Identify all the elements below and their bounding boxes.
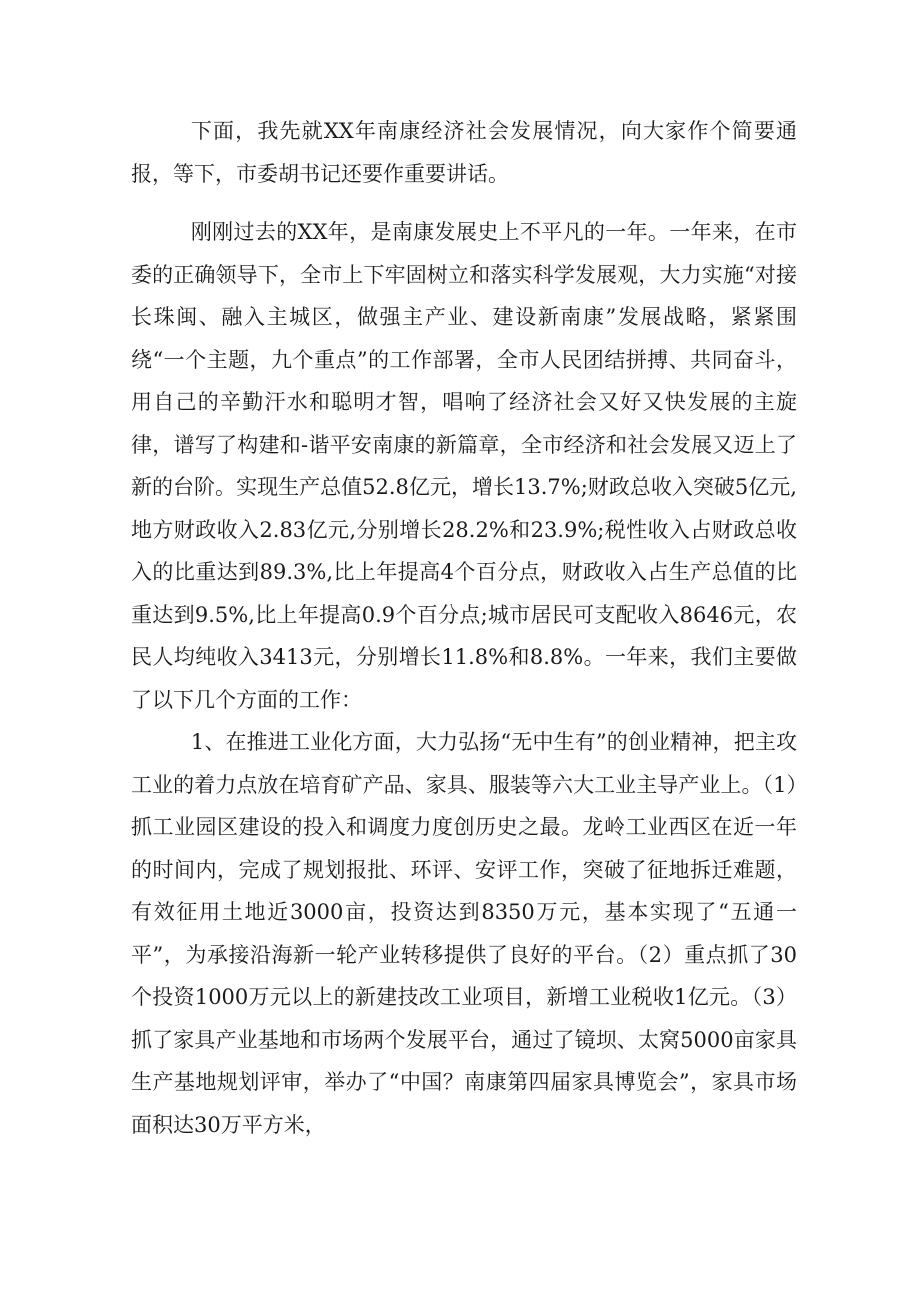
paragraph-industrialization: 1、在推进工业化方面，大力弘扬“无中生有”的创业精神，把主攻工业的着力点放在培育矿产品、家具、服装等六大工业主导产业上。（1）抓工业园区建设的投入和调度力度创历史之最。龙岭工业西区在近一年的时间内，完成了规划报批、环评、安评工作，突破了征地拆迁难题，有效征用土地近3000亩，投资达到8350万元，基本实现了“五通一平”，为承接沿海新一轮产业转移提供了良好的平台。（2）重点抓了30个投资1000万元以上的新建技改工业项目，新增工业税收1亿元。（3）抓了家具产业基地和市场两个发展平台，通过了镜坝、太窝5000亩家具生产基地规划评审，举办了“中国？南康第四届家具博览会”，家具市场面积达30万平方米， [131,730,797,1137]
paragraph-summary: 刚刚过去的XX年，是南康发展史上不平凡的一年。一年来，在市委的正确领导下，全市上下牢固树立和落实科学发展观，大力实施“对接长珠闽、融入主城区，做强主产业、建设新南康”发展战略，紧紧围绕“一个主题，九个重点”的工作部署，全市人民团结拼搏、共同奋斗，用自己的辛勤汗水和聪明才智，唱响了经济社会又好又快发展的主旋律，谱写了构建和-谐平安南康的新篇章，全市经济和社会发展又迈上了新的台阶。实现生产总值52.8亿元，增长13.7%;财政总收入突破5亿元,地方财政收入2.83亿元,分别增长28.2%和23.9%;税性收入占财政总收入的比重达到89.3%,比上年提高4个百分点，财政收入占生产总值的比重达到9.5%,比上年提高0.9个百分点;城市居民可支配收入8646元，农民人均纯收入3413元，分别增长11.8%和8.8%。一年来，我们主要做了以下几个方面的工作： [131,220,797,712]
document-body [131,110,797,1146]
paragraph-intro: 下面，我先就XX年南康经济社会发展情况，向大家作个简要通报，等下，市委胡书记还要作重要讲话。 [131,119,797,186]
